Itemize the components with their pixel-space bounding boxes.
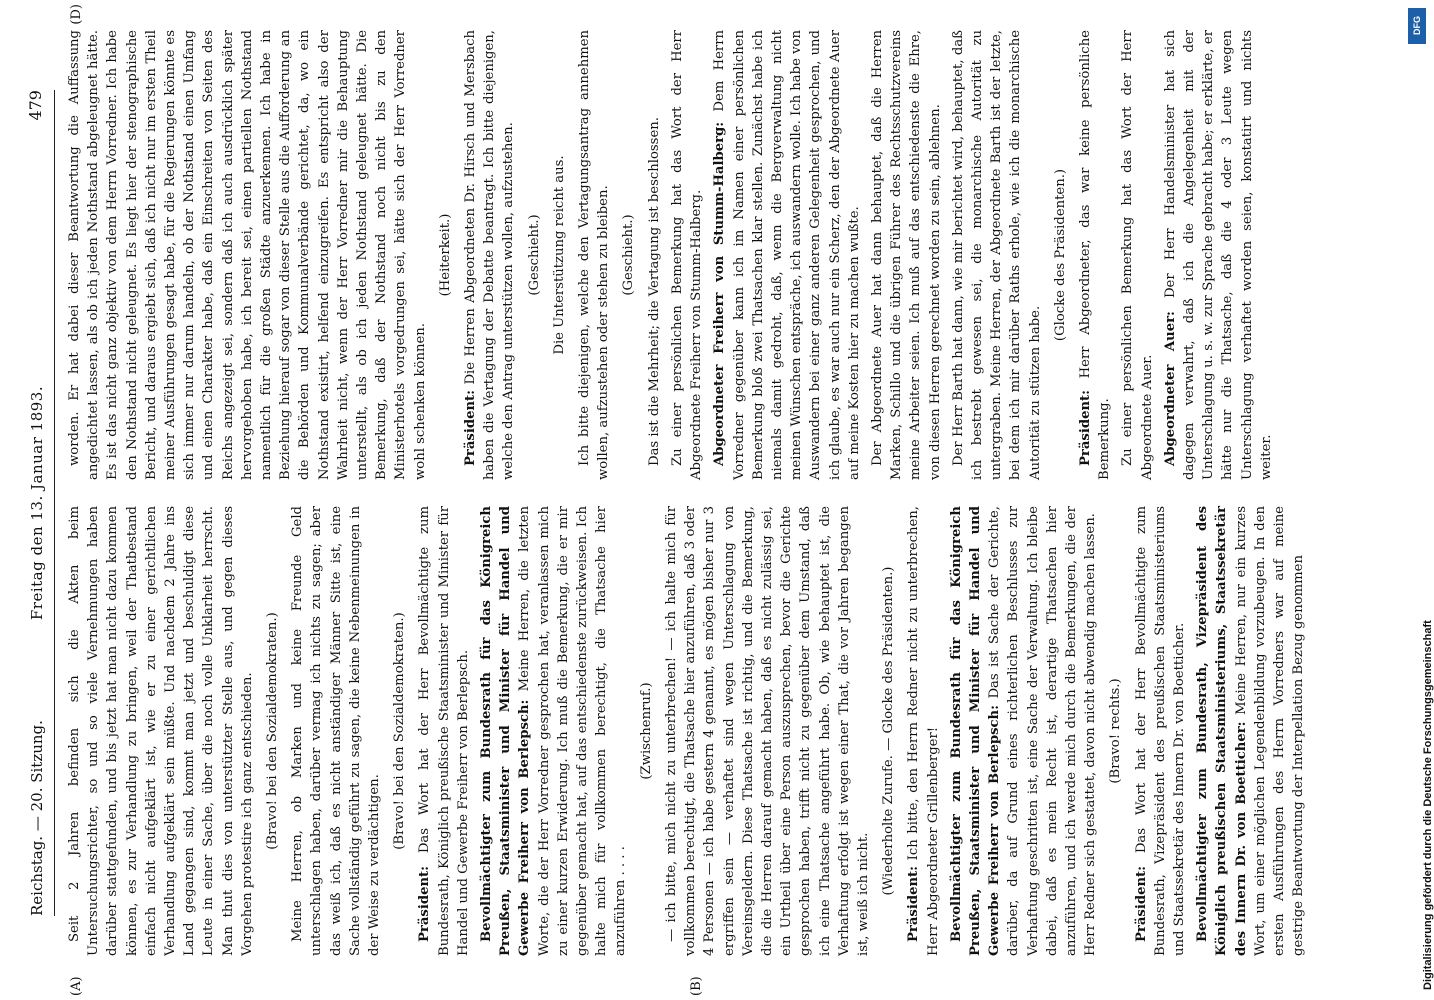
header-date: Freitag den 13. Januar 1893. (28, 385, 46, 621)
speaker-label: Bevollmächtigter zum Bundesrath für das Königreich Preußen, Staatsminister und Minister für Handel und Gewerbe Freiherr von Berlepsch: (948, 506, 1003, 956)
paragraph: Präsident: Ich bitte, den Herrn Redner nicht zu unterbrechen, Herr Abgeordneter Grillenberger! (906, 506, 941, 956)
page-number: 479 (26, 90, 45, 121)
paragraph: worden. Er hat dabei dieser Beantwortung die Auffassung angedichtet lassen, als ob ich jeden Nothstand abgeleugnet hätte. Es ist das nicht ganz objektiv von dem Herrn Vorredner. Ich habe den Nothstand nicht geleugnet. Es liegt hier der stenographische Bericht, und daraus ergiebt sich, daß ich nicht nur im ersten Theil meiner Ausführungen gesagt habe, für die Regierungen könnte es sich immer nur darum handeln, ob der Nothstand einen Umfang und einen Charakter habe, daß ein Einschreiten von Seiten des Reichs angezeigt sei, sondern daß ich auch ausdrücklich später hervorgehoben habe, ich bereit sei, einen partiellen Nothstand namentlich für die großen Städte anzuerkennen. Ich habe in Beziehung hierauf sogar von dieser Stelle aus die Aufforderung an die Behörden und Kommunalverbände gerichtet, da, wo ein Nothstand existirt, helfend einzugreifen. Es entspricht also der Wahrheit nicht, wenn der Herr Vorredner mir die Behauptung unterstellt, als ob ich jeden Nothstand geleugnet hätte. Die Bemerkung, daß der Nothstand noch nicht bis zu den Ministerhotels vorgedrungen sei, hätte sich der Herr Vorredner wohl schenken können. (67, 30, 428, 480)
paragraph: Bevollmächtigter zum Bundesrath für das Königreich Preußen, Staatsminister und Minister für Handel und Gewerbe Freiherr von Berlepsch: Das ist Sache der Gerichte, darüber, da auf Grund eines richterlichen Beschlusses zur Verhaftung geschritten ist, eine Sache der Verwaltung. Ich bleibe dabei, daß es mein Recht ist, derartige Thatsachen hier anzuführen, und ich werde mich durch die Bemerkungen, die der Herr Redner sich gestattet, davon nicht abwendig machen lassen. (948, 506, 1099, 956)
stage-direction: (Geschieht.) (526, 214, 542, 296)
paragraph: — ich bitte, mich nicht zu unterbrechen! — ich halte mich für vollkommen berechtigt, die Thatsache hier anzuführen, daß 3 oder 4 Personen — ich habe gestern 4 genannt, es mögen bisher nur 3 ergriffen sein — verhaftet sind wegen Unterschlagung von Vereinsgeldern. Diese Thatsache ist richtig, und die Bemerkung, die die Herren darauf gemacht haben, daß es nicht zulässig sei, ein Urtheil über eine Person auszusprechen, bevor die Gerichte gesprochen haben, trifft nicht zu gegenüber dem Umstand, daß ich eine Thatsache angeführt habe. Ob, wie behauptet ist, die Verhaftung erfolgt ist wegen einer That, die vor Jahren begangen ist, weiß ich nicht. (663, 506, 871, 956)
paragraph: Präsident: Die Herren Abgeordneten Dr. Hirsch und Mersbach haben die Vertagung der Debatte beantragt. Ich bitte diejenigen, welche den Antrag unterstützen wollen, aufzustehen. (463, 30, 517, 480)
page-header (24, 90, 55, 916)
speaker-label: Präsident: (417, 865, 433, 942)
paragraph: Zu einer persönlichen Bemerkung hat das Wort der Herr Abgeordnete Freiherr von Stumm-Halberg. (669, 30, 705, 480)
paragraph: Präsident: Das Wort hat der Herr Bevollmächtigte zum Bundesrath, Vizepräsident des preußischen Staatsministeriums und Staatssekretär des Innern Dr. von Boetticher. (1133, 506, 1187, 956)
speaker-label: Präsident: (1133, 865, 1149, 942)
speaker-label: Bevollmächtigter zum Bundesrath, Vizepräsident des Königlich preußischen Staatsministeriums, Staatssekretär des Innern Dr. von Boetticher: (1195, 506, 1249, 956)
text-columns (65, 4, 1312, 996)
digitization-credit: Digitalisierung gefördert durch die Deutsche Forschungsgemeinschaft (1422, 620, 1434, 990)
speaker-label: Abgeordneter Freiherr von Stumm-Halberg: (712, 121, 728, 466)
paragraph: Bevollmächtigter zum Bundesrath, Vizepräsident des Königlich preußischen Staatsministeriums, Staatssekretär des Innern Dr. von Boetticher: Meine Herren, nur ein kurzes Wort, um einer möglichen Legendenbildung vorzubeugen. In den ersten Ausführungen des Herrn Vorredners war auf meine gestrige Beantwortung der Interpellation Bezug genommen (1195, 506, 1307, 956)
stage-direction: (Wiederholte Zurufe. — Glocke des Präsidenten.) (881, 566, 897, 896)
stage-direction: (Bravo! bei den Sozialdemokraten.) (265, 612, 281, 850)
stage-direction: (Bravo! rechts.) (1108, 678, 1124, 784)
stage-direction: (Zwischenruf.) (638, 682, 654, 780)
digitization-sidebar (1402, 0, 1434, 1000)
paragraph: Der Abgeordnete Auer hat dann behauptet, daß die Herren Marken, Schillo und die übrigen Führer des Rechtsschutzvereins meine Arbeiter seien. Ich muß auf das entschiedenste die Ehre, von diesen Herren gerechnet worden zu sein, ablehnen. (869, 30, 943, 480)
speaker-label: Präsident: (463, 389, 479, 466)
margin-marker-d: (D) (69, 4, 84, 25)
paragraph: Abgeordneter Auer: Der Herr Handelsminister hat sich dagegen verwahrt, daß ich die Angelegenheit mit der Unterschlagung u. s. w. zur Sprache gebracht habe; er erklärte, er hätte nur die Thatsache, daß die 4 oder 3 Leute wegen Unterschlagung verhaftet worden seien, konstatirt und nichts weiter. (1162, 30, 1274, 480)
paragraph: Ich bitte diejenigen, welche den Vertagungsantrag annehmen wollen, aufzustehen oder stehen zu bleiben. (577, 30, 612, 480)
paragraph: Präsident: Herr Abgeordneter, das war keine persönliche Bemerkung. (1077, 30, 1113, 480)
column-right (65, 4, 1312, 480)
paragraph: Präsident: Das Wort hat der Herr Bevollmächtigte zum Bundesrath, Königlich preußische Staatsminister und Minister für Handel und Gewerbe Freiherr von Berlepsch. (417, 506, 471, 956)
column-left (65, 506, 1312, 996)
paragraph: Der Herr Barth hat dann, wie mir berichtet wird, behauptet, daß ich bestrebt gewesen sei, die monarchische Autorität zu untergraben. Meine Herren, der Abgeordnete Barth ist der letzte, bei dem ich mir darüber Raths erhole, wie ich die monarchische Autorität zu stützen habe. (950, 30, 1043, 480)
paragraph: Meine Herren, ob Marken und keine Freunde Geld unterschlagen haben, darüber vermag ich nichts zu sagen; aber das weiß ich, daß es nicht anständiger Männer Sitte ist, eine Sache vollständig geführt zu sagen, die keine Nebenmeinungen in der Weise zu verdächtigen. (290, 506, 383, 956)
paragraph: Zu einer persönlichen Bemerkung hat das Wort der Herr Abgeordnete Auer. (1120, 30, 1155, 480)
stage-direction: (Glocke des Präsidenten.) (1052, 168, 1068, 342)
paragraph: Das ist die Mehrheit; die Vertagung ist beschlossen. (646, 117, 662, 466)
paragraph: Abgeordneter Freiherr von Stumm-Halberg: Dem Herrn Vorredner gegenüber kann ich im Namen einer persönlichen Bemerkung bloß zwei Thatsachen klar stellen. Zunächst habe ich niemals damit gedroht, daß, wenn die Bergverwaltung nicht meinen Wünschen entspräche, ich auswandern wolle. Ich habe von Auswandern bei einer ganz anderen Gelegenheit gesprochen, und ich glaube, es war auch nur ein Scherz, den der Abgeordnete Auer auf meine Kosten hier zu machen wußte. (712, 30, 862, 480)
margin-marker-b: (B) (689, 976, 704, 996)
speaker-label: Präsident: (1077, 389, 1093, 466)
speaker-label: Präsident: (906, 865, 922, 942)
paragraph: Bevollmächtigter zum Bundesrath für das Königreich Preußen, Staatsminister und Minister für Handel und Gewerbe Freiherr von Berlepsch: Meine Herren, die letzten Worte, die der Herr Vorredner gesprochen hat, veranlassen mich zu einer kurzen Erwiderung. Ich muß die Bemerkung, die er mir gegenüber gemacht hat, auf das entschiedenste zurückweisen. Ich halte mich für vollkommen berechtigt, die Thatsache hier anzuführen . . . . (479, 506, 629, 956)
paragraph: Die Unterstützung reicht aus. (551, 155, 567, 355)
paragraph: Seit 2 Jahren befinden sich die Akten beim Untersuchungsrichter, so und so viele Vernehmungen haben darüber stattgefunden, und bis jetzt hat man nicht dazu kommen können, es zur Verhandlung zu bringen, weil der Thatbestand einfach nicht aufgeklärt ist, wie er zu einer gerichtlichen Verhandlung aufgeklärt sein müßte. Und nachdem 2 Jahre ins Land gegangen sind, kommt man jetzt und beschuldigt diese Leute in einer Sache, über die noch volle Unklarheit herrscht. Man thut dies von unterstützter Stelle aus, und gegen dieses Vorgehen protestire ich ganz entschieden. (67, 506, 255, 956)
speaker-label: Bevollmächtigter zum Bundesrath für das Königreich Preußen, Staatsminister und Minister für Handel und Gewerbe Freiherr von Berlepsch: (479, 506, 533, 956)
stage-direction: (Heiterkeit.) (437, 213, 453, 297)
margin-marker-a: (A) (69, 976, 84, 996)
header-left: Reichstag. — 20. Sitzung. (28, 720, 46, 916)
stage-direction: (Bravo! bei den Sozialdemokraten.) (392, 612, 408, 850)
dfg-logo: DFG (1408, 8, 1426, 44)
speaker-label: Abgeordneter Auer: (1162, 311, 1178, 466)
rotated-document-page (8, 0, 1388, 1000)
stage-direction: (Geschieht.) (621, 214, 637, 296)
